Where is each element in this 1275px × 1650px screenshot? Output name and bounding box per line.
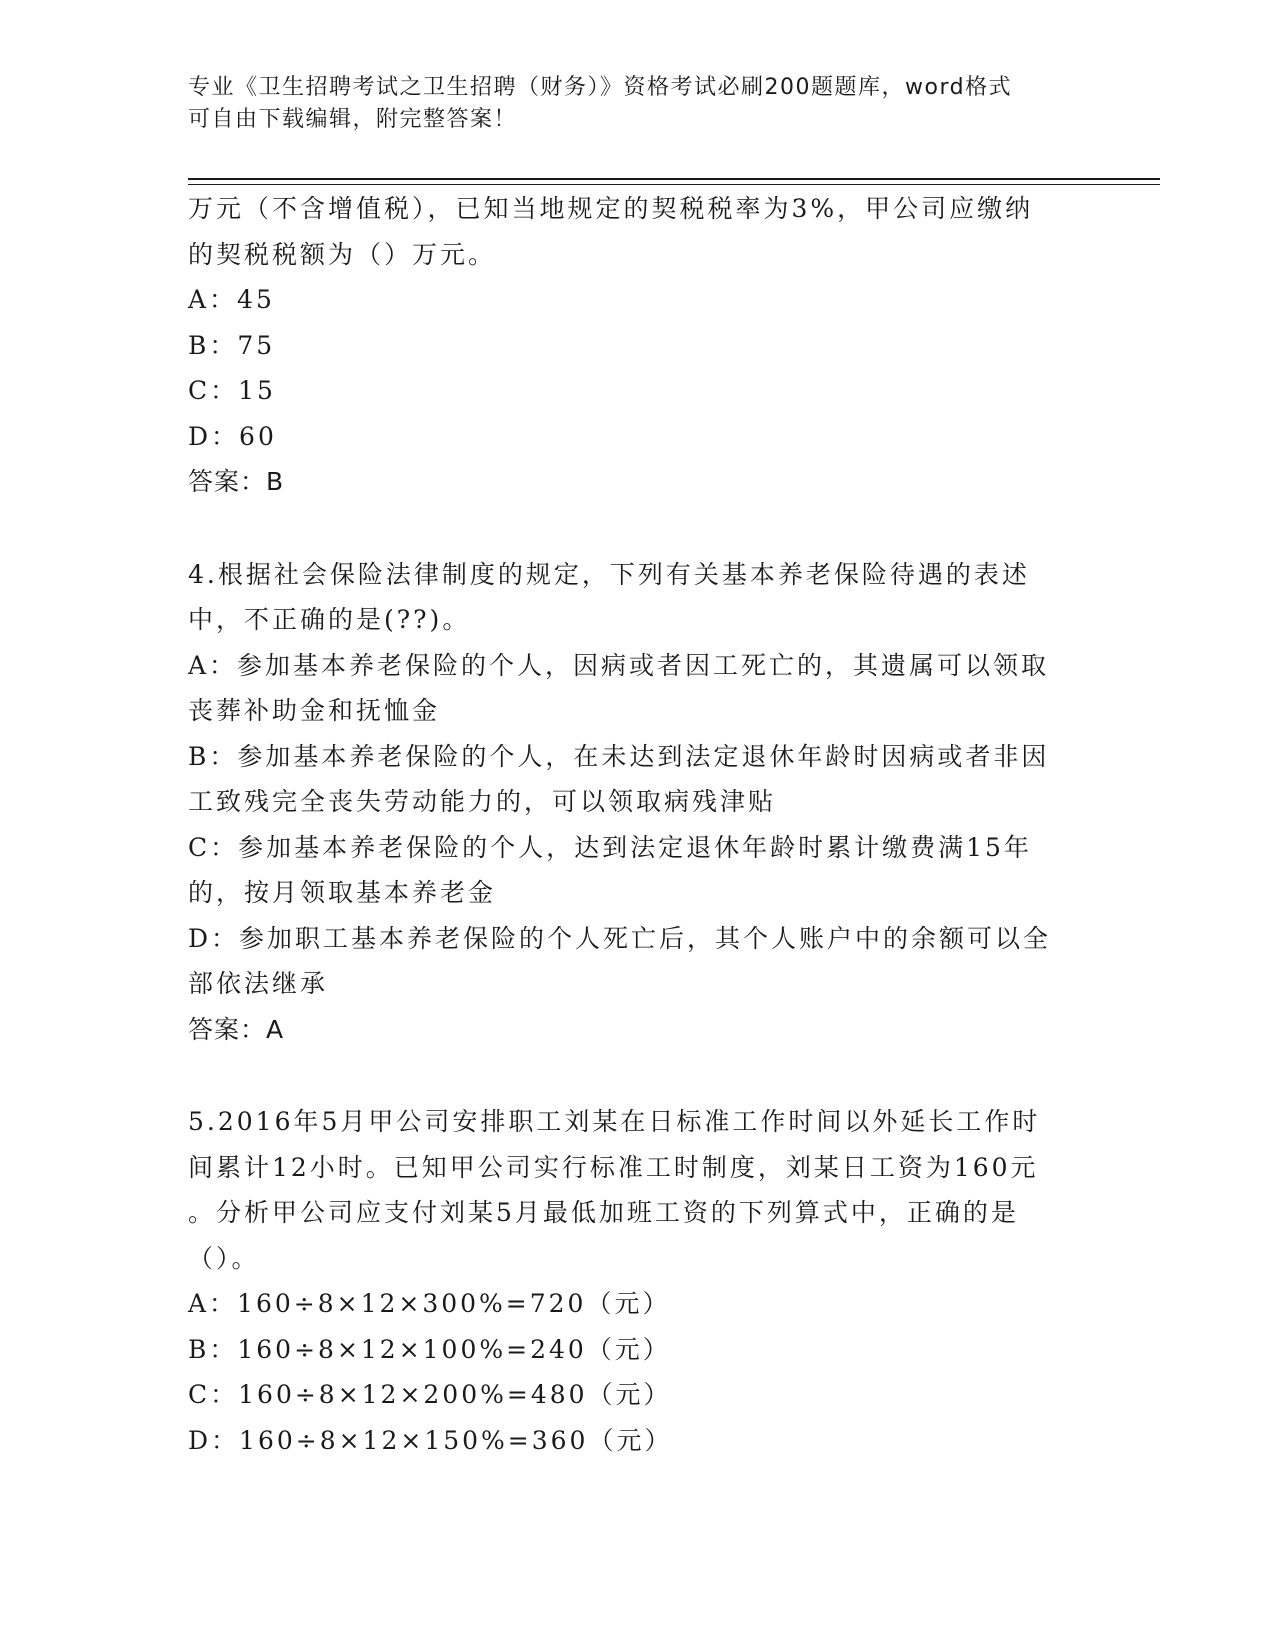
option-a: A：参加基本养老保险的个人，因病或者因工死亡的，其遗属可以领取: [188, 650, 1050, 680]
option-a: A：45: [188, 285, 275, 314]
header-title-line-1: 专业《卫生招聘考试之卫生招聘（财务）》资格考试必刷200题题库，word格式: [188, 75, 1013, 100]
option-c: C：15: [188, 376, 276, 405]
question-stem-line: 。分析甲公司应支付刘某5月最低加班工资的下列算式中，正确的是: [188, 1198, 1019, 1227]
option-c: C：160÷8×12×200%=480（元）: [188, 1380, 672, 1409]
option-b: B：160÷8×12×100%=240（元）: [188, 1334, 671, 1364]
question-stem-line: （）。: [188, 1243, 260, 1273]
header-divider-thin: [188, 184, 1160, 185]
option-c-continued: 的，按月领取基本养老金: [188, 878, 497, 907]
option-d: D：60: [188, 421, 277, 451]
question-stem-line: 中，不正确的是(??)。: [188, 605, 471, 634]
spacer: [188, 505, 1088, 552]
header-title-line-2: 可自由下载编辑，附完整答案！: [188, 107, 518, 132]
header-divider-thick: [188, 178, 1160, 180]
answer-label: 答案：A: [188, 1014, 285, 1044]
spacer: [188, 1052, 1088, 1099]
option-d: D：参加职工基本养老保险的个人死亡后，其个人账户中的余额可以全: [188, 923, 1052, 953]
question-content: [188, 186, 1088, 1463]
option-b-continued: 工致残完全丧失劳动能力的，可以领取病残津贴: [188, 787, 777, 816]
page-header: [188, 72, 1068, 136]
option-a: A：160÷8×12×300%=720（元）: [188, 1289, 671, 1318]
question-5: [188, 1099, 1088, 1463]
option-b: B：75: [188, 330, 276, 360]
question-stem-line: 间累计12小时。已知甲公司实行标准工时制度，刘某日工资为160元: [188, 1152, 1039, 1182]
question-4: [188, 552, 1088, 1053]
question-stem-line: 的契税税额为（）万元。: [188, 239, 497, 269]
answer-label: 答案：B: [188, 467, 285, 496]
option-d-continued: 部依法继承: [188, 969, 329, 998]
option-a-continued: 丧葬补助金和抚恤金: [188, 696, 441, 725]
option-b: B：参加基本养老保险的个人，在未达到法定退休年龄时因病或者非因: [188, 741, 1050, 771]
question-3: [188, 186, 1088, 505]
question-stem-line: 5.2016年5月甲公司安排职工刘某在日标准工作时间以外延长工作时: [188, 1107, 1041, 1136]
question-stem-line: 4.根据社会保险法律制度的规定，下列有关基本养老保险待遇的表述: [188, 559, 1030, 589]
option-d: D：160÷8×12×150%=360（元）: [188, 1425, 673, 1455]
question-stem-line: 万元（不含增值税），已知当地规定的契税税率为3%，甲公司应缴纳: [188, 194, 1034, 223]
option-c: C：参加基本养老保险的个人，达到法定退休年龄时累计缴费满15年: [188, 832, 1032, 862]
